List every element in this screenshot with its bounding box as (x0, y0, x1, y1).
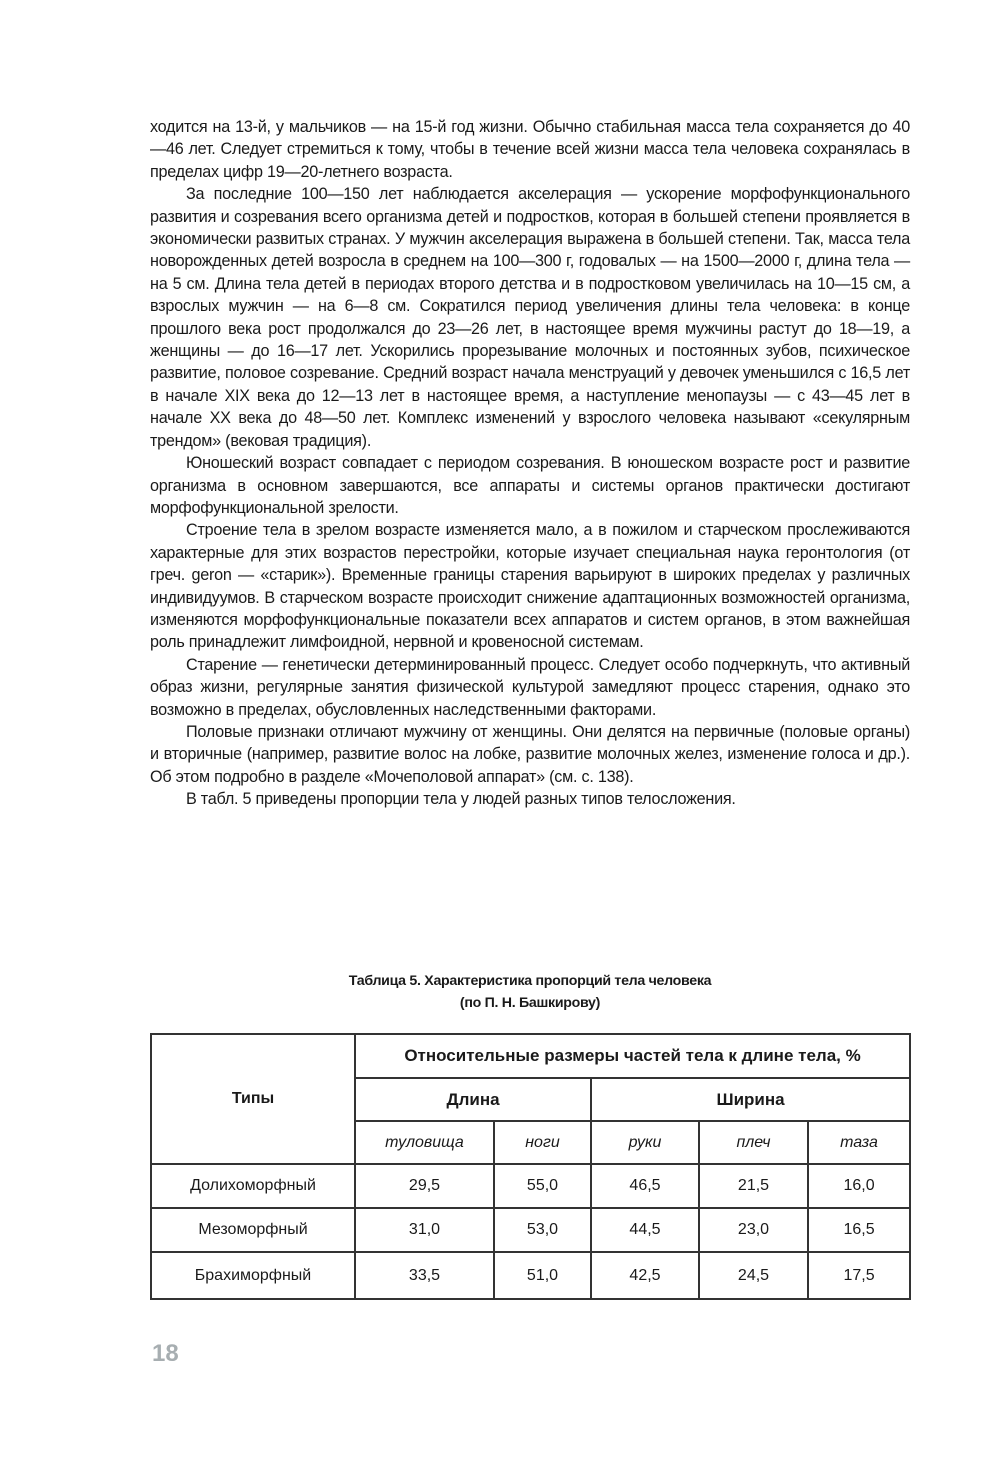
cell-type: Брахиморфный (151, 1252, 355, 1299)
cell-value: 51,0 (494, 1252, 591, 1299)
table-caption (150, 970, 910, 1014)
cell-value: 55,0 (494, 1164, 591, 1208)
cell-value: 53,0 (494, 1208, 591, 1252)
cell-value: 33,5 (355, 1252, 494, 1299)
header-length: Длина (355, 1078, 591, 1121)
paragraph: Старение — генетически детерминированный процесс. Следует особо подчеркнуть, что активный образ жизни, регулярные занятия физической культурой замедляют процесс старения, однако это возможно в пределах, обусловленных наследственными факторами. (150, 655, 910, 719)
cell-value: 29,5 (355, 1164, 494, 1208)
cell-value: 23,0 (699, 1208, 808, 1252)
cell-value: 24,5 (699, 1252, 808, 1299)
cell-value: 21,5 (699, 1164, 808, 1208)
subheader-arm: руки (591, 1121, 699, 1164)
cell-value: 16,0 (808, 1164, 910, 1208)
body-text (150, 116, 910, 811)
header-types: Типы (151, 1034, 355, 1164)
proportions-table (150, 1033, 911, 1300)
subheader-torso: туловища (355, 1121, 494, 1164)
table-row (151, 1208, 910, 1252)
cell-value: 31,0 (355, 1208, 494, 1252)
paragraph: Половые признаки отличают мужчину от женщины. Они делятся на первичные (половые органы) и вторичные (например, развитие волос на лобке, развитие молочных желез, изменение голоса и др.). Об этом подробно в разделе «Мочеполовой аппарат» (см. с. 138). (150, 722, 910, 786)
header-relative-sizes: Относительные размеры частей тела к длине тела, % (355, 1034, 910, 1078)
paragraph: В табл. 5 приведены пропорции тела у людей разных типов телосложения. (186, 790, 736, 809)
cell-type: Мезоморфный (151, 1208, 355, 1252)
page-number: 18 (152, 1340, 179, 1367)
table-row (151, 1164, 910, 1208)
subheader-shoulders: плеч (699, 1121, 808, 1164)
cell-type: Долихоморфный (151, 1164, 355, 1208)
cell-value: 44,5 (591, 1208, 699, 1252)
cell-value: 42,5 (591, 1252, 699, 1299)
subheader-pelvis: таза (808, 1121, 910, 1164)
cell-value: 46,5 (591, 1164, 699, 1208)
paragraph: Юношеский возраст совпадает с периодом созревания. В юношеском возрасте рост и развитие организма в основном завершаются, все аппараты и системы органов практически достигают морфофункциональной зрелости. (150, 454, 910, 517)
paragraph: Строение тела в зрелом возрасте изменяется мало, а в пожилом и старческом прослеживаются характерные для этих возрастов перестройки, которые изучает специальная наука геронтология (от греч. geron — «старик»). Временные границы старения варьируют в широких пределах у различных индивидуумов. В старческом возрасте происходит снижение адаптационных возможностей организма, изменяются морфофункциональные показатели всех аппаратов и систем органов, в этом важнейшая роль принадлежит лимфоидной, нервной и кровеносной системам. (150, 521, 910, 652)
cell-value: 16,5 (808, 1208, 910, 1252)
paragraph: ходится на 13-й, у мальчиков — на 15-й год жизни. Обычно стабильная масса тела сохраняется до 40—46 лет. Следует стремиться к тому, чтобы в течение всей жизни масса тела человека сохранялась в пределах цифр 19—20-летнего возраста. (150, 118, 910, 181)
table-row (151, 1252, 910, 1299)
header-width: Ширина (591, 1078, 910, 1121)
cell-value: 17,5 (808, 1252, 910, 1299)
table-caption-source: (по П. Н. Башкирову) (459, 995, 601, 1011)
subheader-leg: ноги (494, 1121, 591, 1164)
table-caption-title: Таблица 5. Характеристика пропорций тела человека (348, 973, 712, 989)
paragraph: За последние 100—150 лет наблюдается акселерация — ускорение морфофункционального развития и созревания всего организма детей и подростков, которая в большей степени проявляется в экономически развитых странах. У мужчин акселерация выражена в большей степени. Так, масса тела новорожденных детей возросла в среднем на 100—300 г, годовалых — на 1500—2000 г, длина тела — на 5 см. Длина тела детей в периодах второго детства и в подростковом увеличилась на 10—15 см, а взрослых мужчин — на 6—8 см. Сократился период увеличения длины тела человека: в конце прошлого века рост продолжался до 23—26 лет, в настоящее время мужчины растут до 18—19, а женщины — до 16—17 лет. Ускорились прорезывание молочных и постоянных зубов, психическое развитие, половое созревание. Средний возраст начала менструаций у девочек уменьшился с 16,5 лет в начале XIX века до 12—13 лет в настоящее время, а наступление менопаузы — с 43—45 лет в начале XX века до 48—50 лет. Комплекс изменений у взрослого человека называют «секулярным трендом» (вековая традиция). (150, 185, 910, 450)
